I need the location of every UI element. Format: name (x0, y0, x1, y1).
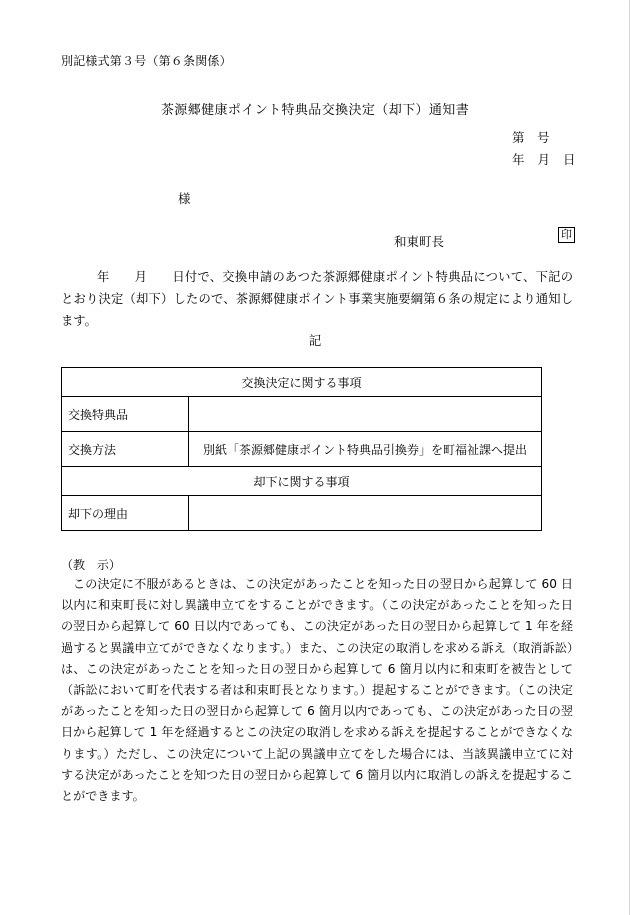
approval-header-row (62, 368, 542, 397)
document-number: 第 号 (512, 130, 550, 145)
ki-heading: 記 (308, 333, 322, 348)
seal-stamp: 印 (558, 227, 575, 243)
exchange-method-label: 交換方法 (62, 432, 189, 467)
decision-table (61, 367, 542, 531)
exchange-method-value: 別紙「茶源郷健康ポイント特典品引換券」を町福祉課へ提出 (189, 432, 542, 467)
rejection-header-row (62, 467, 542, 496)
form-number: 別記様式第３号（第６条関係） (61, 54, 232, 68)
exchange-item-label: 交換特典品 (62, 397, 189, 432)
rejection-reason-value (189, 496, 542, 531)
issuer-name: 和東町長 (394, 234, 445, 249)
document-title: 茶源郷健康ポイント特典品交換決定（却下）通知書 (160, 103, 470, 118)
document-date: 年 月 日 (512, 152, 576, 167)
addressee: 様 (178, 191, 191, 206)
notification-body: 年 月 日付で、交換申請のあつた茶源郷健康ポイント特典品について、下記のとおり決定（却下）したので、茶源郷健康ポイント事業実施要綱第６条の規定により通知します。 (61, 270, 573, 328)
rejection-header: 却下に関する事項 (62, 467, 542, 496)
table-row (62, 397, 542, 432)
exchange-item-value (189, 397, 542, 432)
table-row (62, 432, 542, 467)
notice-text: この決定に不服があるときは、この決定があったことを知った日の翌日から起算して 60 日以内に和束町長に対し異議申立てをすることができます。（この決定があったことを知った日の翌日から起算して 60 日以内であっても、この決定があった日の翌日から起算して 1 年を経過すると異議申立てができなくなります。）また、この決定の取消しを求める訴え（取消訴訟）は、この決定があったことを知った日の翌日から起算して 6 箇月以内に和束町を被告として（訴訟において町を代表する者は和束町長となります。）提起することができます。（この決定があったことを知った日の翌日から起算して 6 箇月以内であっても、この決定があった日の翌日から起算して 1 年を経過するとこの決定の取消しを求める訴えを提起することができなくなります。）ただし、この決定について上記の異議申立てをした場合には、当該異議申立てに対する決定があったことを知つた日の翌日から起算して 6 箇月以内に取消しの訴えを提起することができます。 (61, 577, 573, 804)
rejection-reason-label: 却下の理由 (62, 496, 189, 531)
table-row (62, 496, 542, 531)
notice-heading: （教 示） (61, 558, 121, 572)
approval-header: 交換決定に関する事項 (62, 368, 542, 397)
